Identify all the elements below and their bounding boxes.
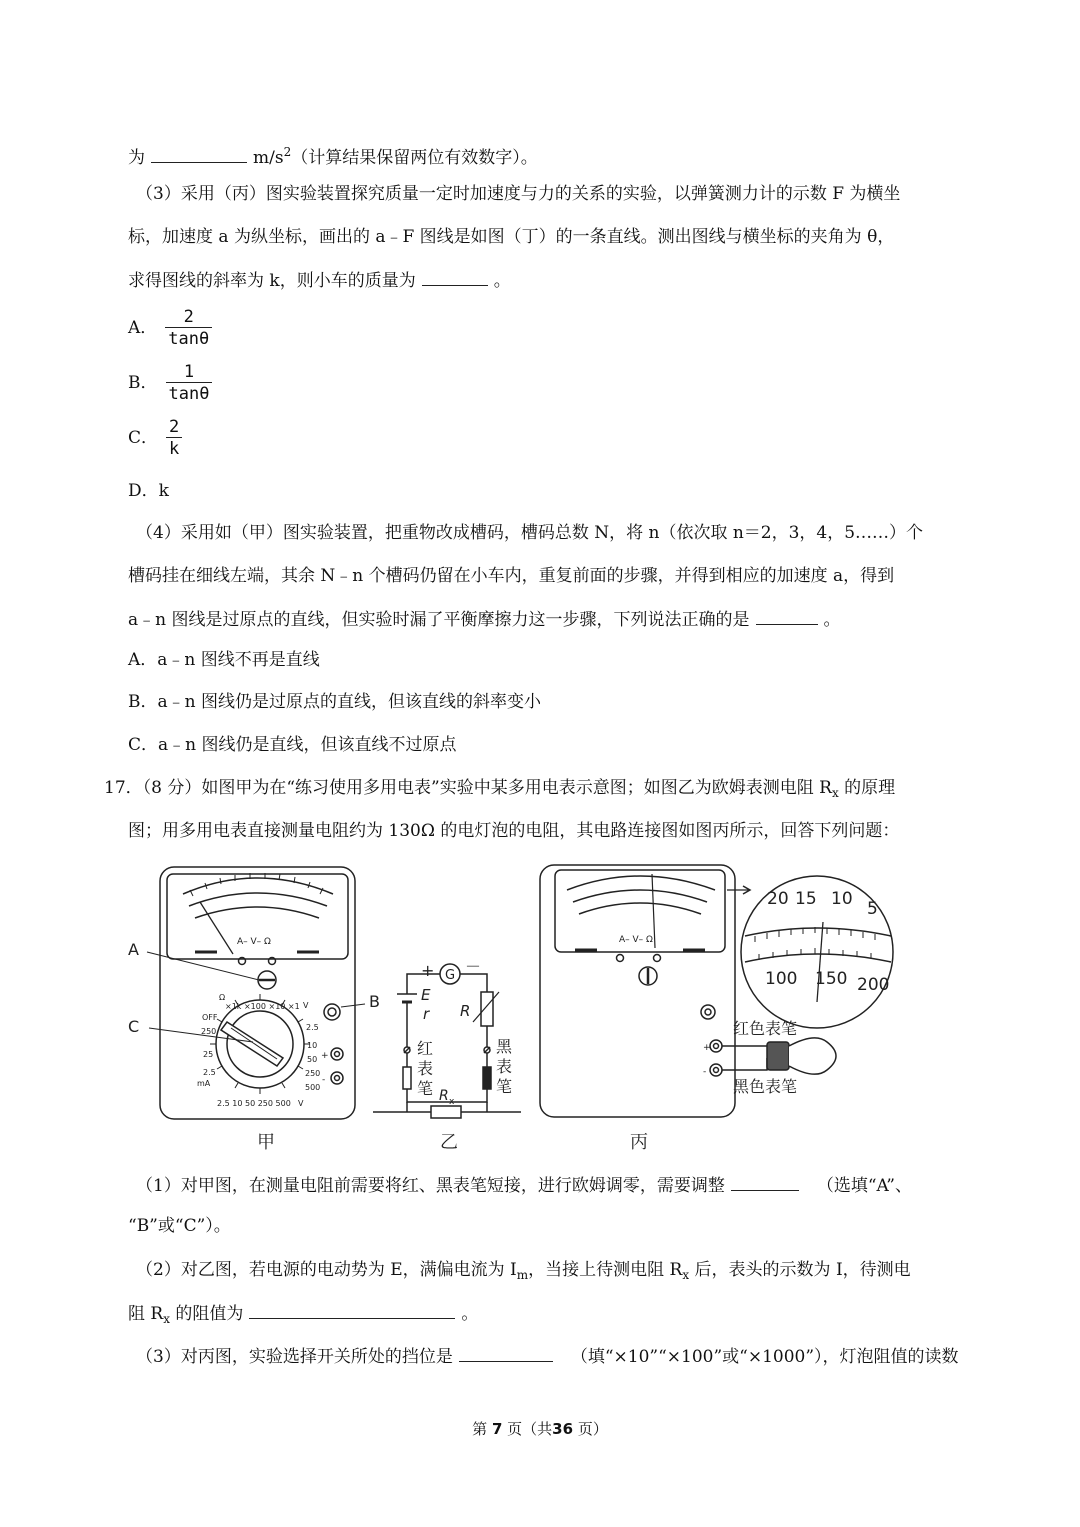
fraction: $\frac{1}{\tan\theta}$	[166, 362, 213, 405]
blank-accel[interactable]	[151, 144, 247, 163]
svg-text:－: －	[465, 957, 482, 976]
blank-mass[interactable]	[422, 267, 488, 286]
svg-text:150: 150	[815, 969, 848, 989]
line-answer-accel: 为 $m/s^2$（计算结果保留两位有效数字）。	[128, 145, 538, 168]
circuit-yi	[373, 957, 521, 1118]
q3-option-c[interactable]: C． $\frac{2}{k}$	[128, 415, 182, 461]
svg-text:250: 250	[305, 1069, 321, 1078]
svg-text:G: G	[445, 968, 456, 983]
svg-text:A– V– Ω: A– V– Ω	[237, 937, 271, 947]
q3-line3: 求得图线的斜率为 k，则小车的质量为 。	[128, 267, 511, 293]
svg-text:A– V– Ω: A– V– Ω	[619, 935, 653, 945]
multimeter-jia	[128, 867, 380, 1119]
svg-text:笔: 笔	[496, 1077, 513, 1096]
sub1-line1: （1）对甲图，在测量电阻前需要将红、黑表笔短接，进行欧姆调零，需要调整 （选填“A”、	[136, 1172, 912, 1198]
q17-line2: 图；用多用电表直接测量电阻约为 130Ω 的电灯泡的电阻，其电路连接图如图丙所示，回答下列问题：	[128, 821, 900, 841]
svg-text:笔: 笔	[417, 1079, 434, 1098]
caption-jia: 甲	[257, 1132, 275, 1153]
sub1-line2: “B”或“C”）。	[128, 1216, 231, 1236]
svg-text:500: 500	[305, 1083, 321, 1092]
blank-sub3[interactable]	[459, 1343, 553, 1362]
svg-text:×1k ×100 ×10 ×1: ×1k ×100 ×10 ×1	[225, 1002, 300, 1011]
svg-text:50: 50	[307, 1055, 318, 1064]
q4-option-c[interactable]: C．a﹣n 图线仍是直线，但该直线不过原点	[128, 735, 457, 755]
svg-text:红: 红	[417, 1039, 434, 1058]
caption-bing: 丙	[630, 1132, 648, 1153]
svg-text:表: 表	[496, 1057, 513, 1076]
svg-text:10: 10	[831, 889, 853, 909]
blank-sub1[interactable]	[731, 1172, 799, 1191]
svg-text:2.5: 2.5	[203, 1068, 216, 1077]
q4-option-b[interactable]: B．a﹣n 图线仍是过原点的直线，但该直线的斜率变小	[128, 692, 541, 712]
svg-text:黑色表笔: 黑色表笔	[733, 1077, 798, 1096]
plus-jack[interactable]	[331, 1048, 343, 1060]
q4-line1: （4）采用如（甲）图实验装置，把重物改成槽码，槽码总数 N，将 n（依次取 n＝2，3，4，5……）个	[136, 523, 924, 543]
sub2-line2: 阻 $R_x$ 的阻值为 。	[128, 1300, 478, 1331]
svg-text:100: 100	[765, 969, 798, 989]
svg-text:表: 表	[417, 1059, 434, 1078]
sub3-line1: （3）对丙图，实验选择开关所处的挡位是 （填“×10”“×100”或“×1000”），灯泡阻值的读数	[136, 1343, 959, 1369]
page-footer: 第 7 页（共36 页）	[472, 1420, 608, 1438]
svg-text:2.5: 2.5	[306, 1023, 319, 1032]
svg-text:20: 20	[767, 889, 789, 909]
svg-text:+: +	[321, 1051, 329, 1061]
svg-text:250: 250	[201, 1027, 217, 1036]
svg-text:mA: mA	[197, 1079, 211, 1088]
q17-line1: 17．（8 分）如图甲为在“练习使用多用电表”实验中某多用电表示意图；如图乙为欧姆表测电阻 $R_x$ 的原理	[104, 778, 896, 800]
label-b: B	[369, 992, 380, 1011]
svg-text:V: V	[303, 1001, 309, 1010]
label-c: C	[128, 1017, 140, 1036]
q4-line2: 槽码挂在细线左端，其余 N﹣n 个槽码仍留在小车内，重复前面的步骤，并得到相应的加速度 a，得到	[128, 566, 895, 586]
caption-yi: 乙	[440, 1132, 458, 1153]
label-a: A	[128, 940, 139, 959]
svg-text:Ω: Ω	[219, 993, 226, 1002]
svg-text:r: r	[423, 1005, 430, 1023]
q3-line2: 标，加速度 a 为纵坐标，画出的 a﹣F 图线是如图（丁）的一条直线。测出图线与横坐标的夹角为 θ，	[128, 227, 895, 247]
zero-adjust-knob[interactable]	[324, 1004, 340, 1020]
q3-line1: （3）采用（丙）图实验装置探究质量一定时加速度与力的关系的实验，以弹簧测力计的示数 F 为横坐	[136, 184, 901, 204]
svg-text:-: -	[703, 1067, 707, 1077]
q4-line3: a﹣n 图线是过原点的直线，但实验时漏了平衡摩擦力这一步骤，下列说法正确的是 。	[128, 606, 841, 632]
fraction: $\frac{2}{k}$	[166, 417, 182, 460]
svg-text:V: V	[298, 1099, 304, 1108]
svg-text:2.5 10 50 250 500: 2.5 10 50 250 500	[217, 1099, 291, 1108]
svg-text:黑: 黑	[496, 1037, 513, 1056]
multimeter-bing	[540, 865, 893, 1117]
svg-text:5: 5	[867, 899, 878, 919]
svg-text:+: +	[421, 961, 435, 980]
sub2-line1: （2）对乙图，若电源的电动势为 E，满偏电流为 $I_m$，当接上待测电阻 $R_x$ 后，表头的示数为 I，待测电	[136, 1260, 911, 1282]
minus-jack[interactable]	[331, 1072, 343, 1084]
fraction: $\frac{2}{\tan\theta}$	[165, 307, 212, 350]
svg-text:红色表笔: 红色表笔	[733, 1019, 798, 1038]
q3-option-a[interactable]: A． $\frac{2}{\tan\theta}$	[128, 305, 212, 351]
q3-option-b[interactable]: B． $\frac{1}{\tan\theta}$	[128, 360, 212, 406]
svg-text:R: R	[439, 1088, 449, 1104]
figure-multimeter	[128, 862, 1005, 1162]
blank-sub2[interactable]	[249, 1300, 455, 1319]
svg-text:200: 200	[857, 975, 890, 995]
svg-text:R: R	[460, 1002, 471, 1020]
svg-text:OFF: OFF	[202, 1013, 218, 1022]
svg-text:15: 15	[795, 889, 817, 909]
svg-text:+: +	[703, 1043, 711, 1053]
svg-text:-: -	[322, 1075, 326, 1085]
blank-q4[interactable]	[756, 606, 818, 625]
q3-option-d[interactable]: D．k	[128, 481, 169, 501]
svg-text:25: 25	[203, 1050, 214, 1059]
svg-text:10: 10	[307, 1041, 318, 1050]
q4-option-a[interactable]: A．a﹣n 图线不再是直线	[128, 650, 320, 670]
svg-text:x: x	[449, 1097, 455, 1107]
svg-text:E: E	[421, 986, 431, 1004]
